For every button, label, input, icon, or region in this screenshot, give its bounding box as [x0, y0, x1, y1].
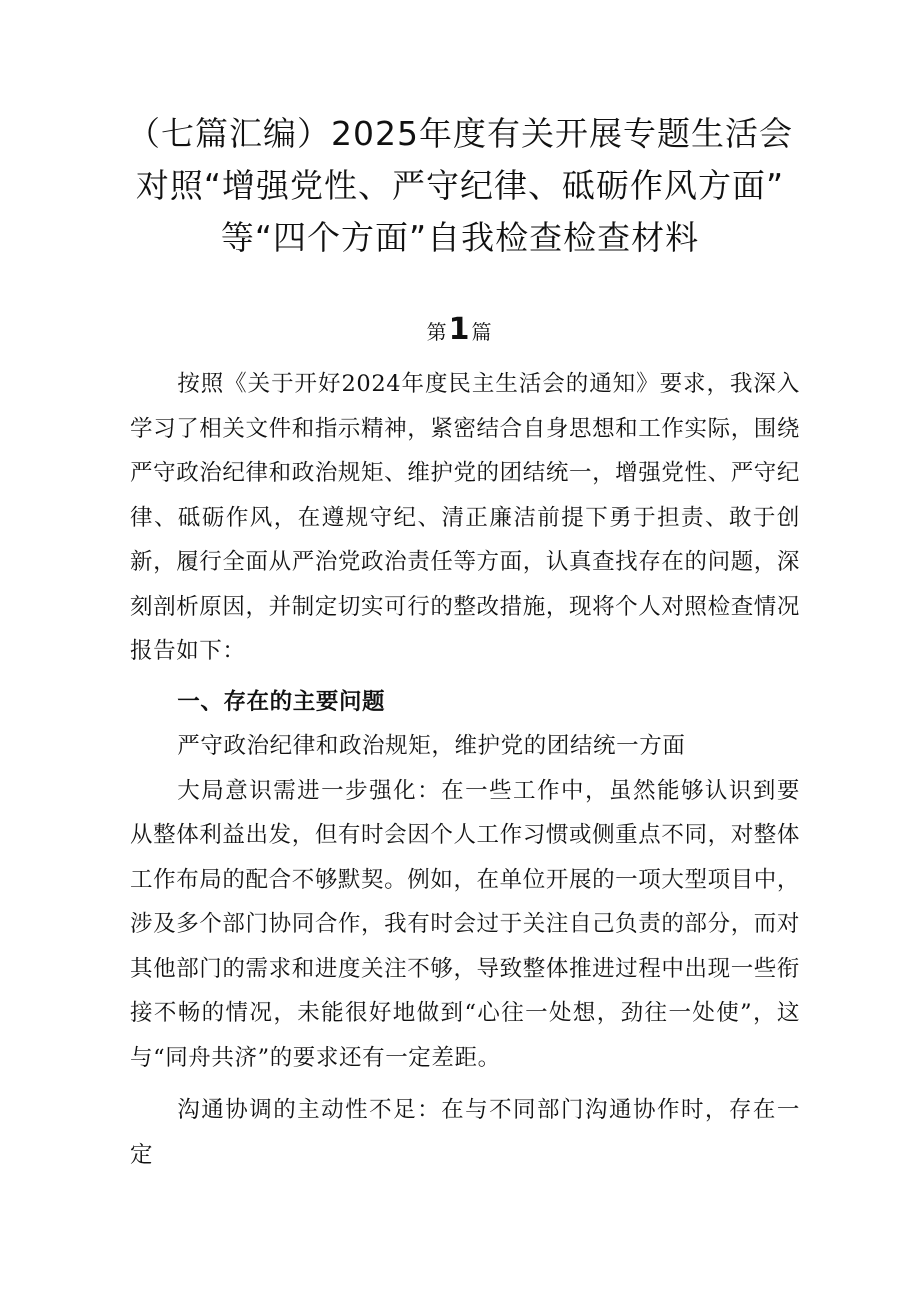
section-prefix: 第 [426, 320, 449, 344]
intro-paragraph: 按照《关于开好2024年度民主生活会的通知》要求，我深入学习了相关文件和指示精神，紧密结合自身思想和工作实际，围绕严守政治纪律和政治规矩、维护党的团结统一，增强党性、严守纪律、砥砺作风，在遵规守纪、清正廉洁前提下勇于担责、敢于创新，履行全面从严治党政治责任等方面，认真查找存在的问题，深刻剖析原因，并制定切实可行的整改措施，现将个人对照检查情况报告如下： [130, 371, 800, 664]
section-heading: 一、存在的主要问题 [177, 688, 386, 715]
title-line: 等“四个方面”自我检查检查材料 [220, 218, 700, 257]
body-paragraph: 大局意识需进一步强化：在一些工作中，虽然能够认识到要从整体利益出发，但有时会因个人工作习惯或侧重点不同，对整体工作布局的配合不够默契。例如，在单位开展的一项大型项目中，涉及多个部门协同合作，我有时会过于关注自己负责的部分，而对其他部门的需求和进度关注不够，导致整体推进过程中出现一些衔接不畅的情况，未能很好地做到“心往一处想，劲往一处使”，这与“同舟共济”的要求还有一定差距。 [130, 777, 800, 1071]
document-title [100, 108, 820, 264]
subsection-heading: 严守政治纪律和政治规矩，维护党的团结统一方面 [177, 733, 686, 759]
section-number: 1 [448, 312, 472, 347]
section-suffix: 篇 [471, 320, 494, 344]
title-line: 对照“增强党性、严守纪律、砥砺作风方面” [135, 166, 785, 205]
body-paragraph: 沟通协调的主动性不足：在与不同部门沟通协作时，存在一定 [130, 1097, 800, 1168]
document-body [130, 362, 800, 1177]
section-label [0, 310, 920, 352]
title-line: （七篇汇编）2025年度有关开展专题生活会 [127, 114, 793, 153]
